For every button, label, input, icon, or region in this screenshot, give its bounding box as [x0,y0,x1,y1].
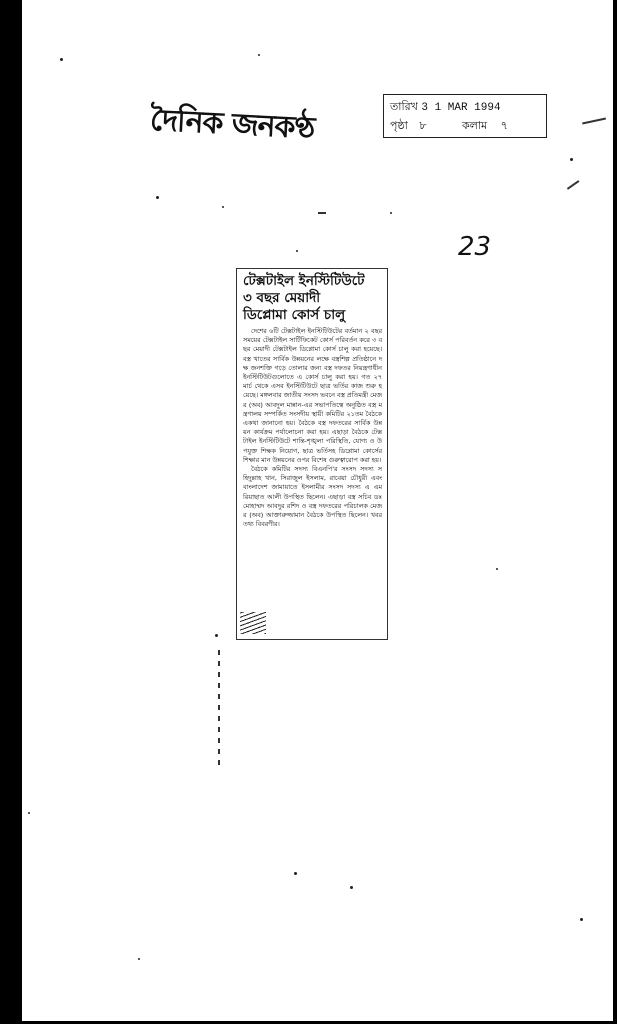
clipping-paragraph: দেশের ৬টি টেক্সটাইল ইনস্টিটিউটের বর্তমান ২ বছর সময়ের টেক্সটাইল সার্টিফিকেট কোর্স পরিবর্তন করে ৩ বছর মেয়াদী টেক্সটাইল ডিপ্লোমা কোর্স চালু করা হয়েছে। বস্ত্র খাতের সার্বিক উন্নয়নের লক্ষে বস্ত্রশিল্প প্রতিষ্ঠানে দক্ষ জনশক্তি গড়ে তোলার জন্য বস্ত্র দফতর নিয়ন্ত্রণাধীন ইনস্টিটিউটগুলোতে এ কোর্স চালু করা হয়। গত ২৭ মার্চ থেকে এসব ইনস্টিটিউটে ছাত্র ভর্তির কাজ শুরু হয়েছে। মঙ্গলবার জাতীয় সংসদ ভবনে বস্ত্র প্রতিমন্ত্রী মেজর (অব) আবদুল মান্নান-এর সভাপতিত্বে অনুষ্ঠিত বস্ত্র মন্ত্রণালয় সম্পর্কিত সংসদীয় স্থায়ী কমিটির ২১তম বৈঠকে একথা জানানো হয়। বৈঠকে বস্ত্র দফতরের সার্বিক উন্নয়ন কার্যক্রম পর্যালোচনা করা হয়। এছাড়া বৈঠকে টেক্সটাইল ইনস্টিটিউটে শান্তি-শৃঙ্খলা পরিস্থিতি, যোগ্য ও উপযুক্ত শিক্ষক নিয়োগ, ছাত্র ভর্তিসহ ডিপ্লোমা কোর্সের শিক্ষার মান উন্নয়নের ওপর বিশেষ গুরুত্বারোপ করা হয়। [243,327,383,464]
scan-speck [215,634,218,637]
scan-speck [496,568,498,570]
scan-speck [350,886,353,889]
stamp-date-label: তারিখ [390,100,418,113]
headline-line: টেক্সটাইল ইনস্টিটিউটে [243,273,365,289]
pen-mark [567,180,579,189]
scan-speck [580,918,583,921]
newspaper-clipping [236,268,388,640]
scan-speck [222,206,224,208]
stamp-page-value: ৮ [419,119,427,132]
handwritten-page-number: 23 [458,232,492,262]
newspaper-masthead: দৈনিক জনকণ্ঠ [149,102,316,147]
scan-left-edge [0,0,22,1024]
stamp-date-value: 3 1 MAR 1994 [421,102,501,114]
scan-speck [570,158,573,161]
dashed-scan-artifact [218,650,220,770]
stamp-date-row [390,98,540,117]
scan-speck [156,196,159,199]
stamp-column-label: কলাম [461,119,488,132]
clipping-headline [243,273,382,324]
scan-speck [138,958,140,960]
clipping-body [243,327,382,529]
headline-line: ৩ বছর মেয়াদী [243,290,321,306]
scan-speck [390,212,392,214]
pen-mark [582,118,606,124]
headline-line: ডিপ্লোমা কোর্স চালু [243,307,346,323]
date-stamp [383,94,547,138]
pen-mark [318,212,326,214]
scan-speck [28,812,30,814]
scan-speck [296,250,298,252]
stamp-page-label: পৃষ্ঠা [390,119,408,132]
scan-right-edge [613,0,617,1024]
scan-speck [294,872,297,875]
stamp-page-row [390,117,540,134]
scan-speck [60,58,63,61]
clipping-edge-hatching [240,612,266,634]
scan-speck [258,54,260,56]
clipping-paragraph: বৈঠকে কমিটির সদস্য বিএনপি'র সংসদ সদস্য সহিদুল্লাহ খান, সিরাজুল ইসলাম, রাবেয়া চৌধুরী এবং বাংলাদেশ জামায়াতে ইসলামীর সংসদ সদস্য এ এম রিয়াছাত আলী উপস্থিত ছিলেন। এছাড়া বস্ত্র সচিব ডঃ মোহাম্মদ আবদুর রশিদ ও বস্ত্র দফতরের পরিচালক মেজর (অব) আক্তারুজ্জামান বৈঠকে উপস্থিত ছিলেন। খবর তথ্য বিবরণীর। [243,465,382,529]
stamp-column-value: ৭ [500,119,508,132]
